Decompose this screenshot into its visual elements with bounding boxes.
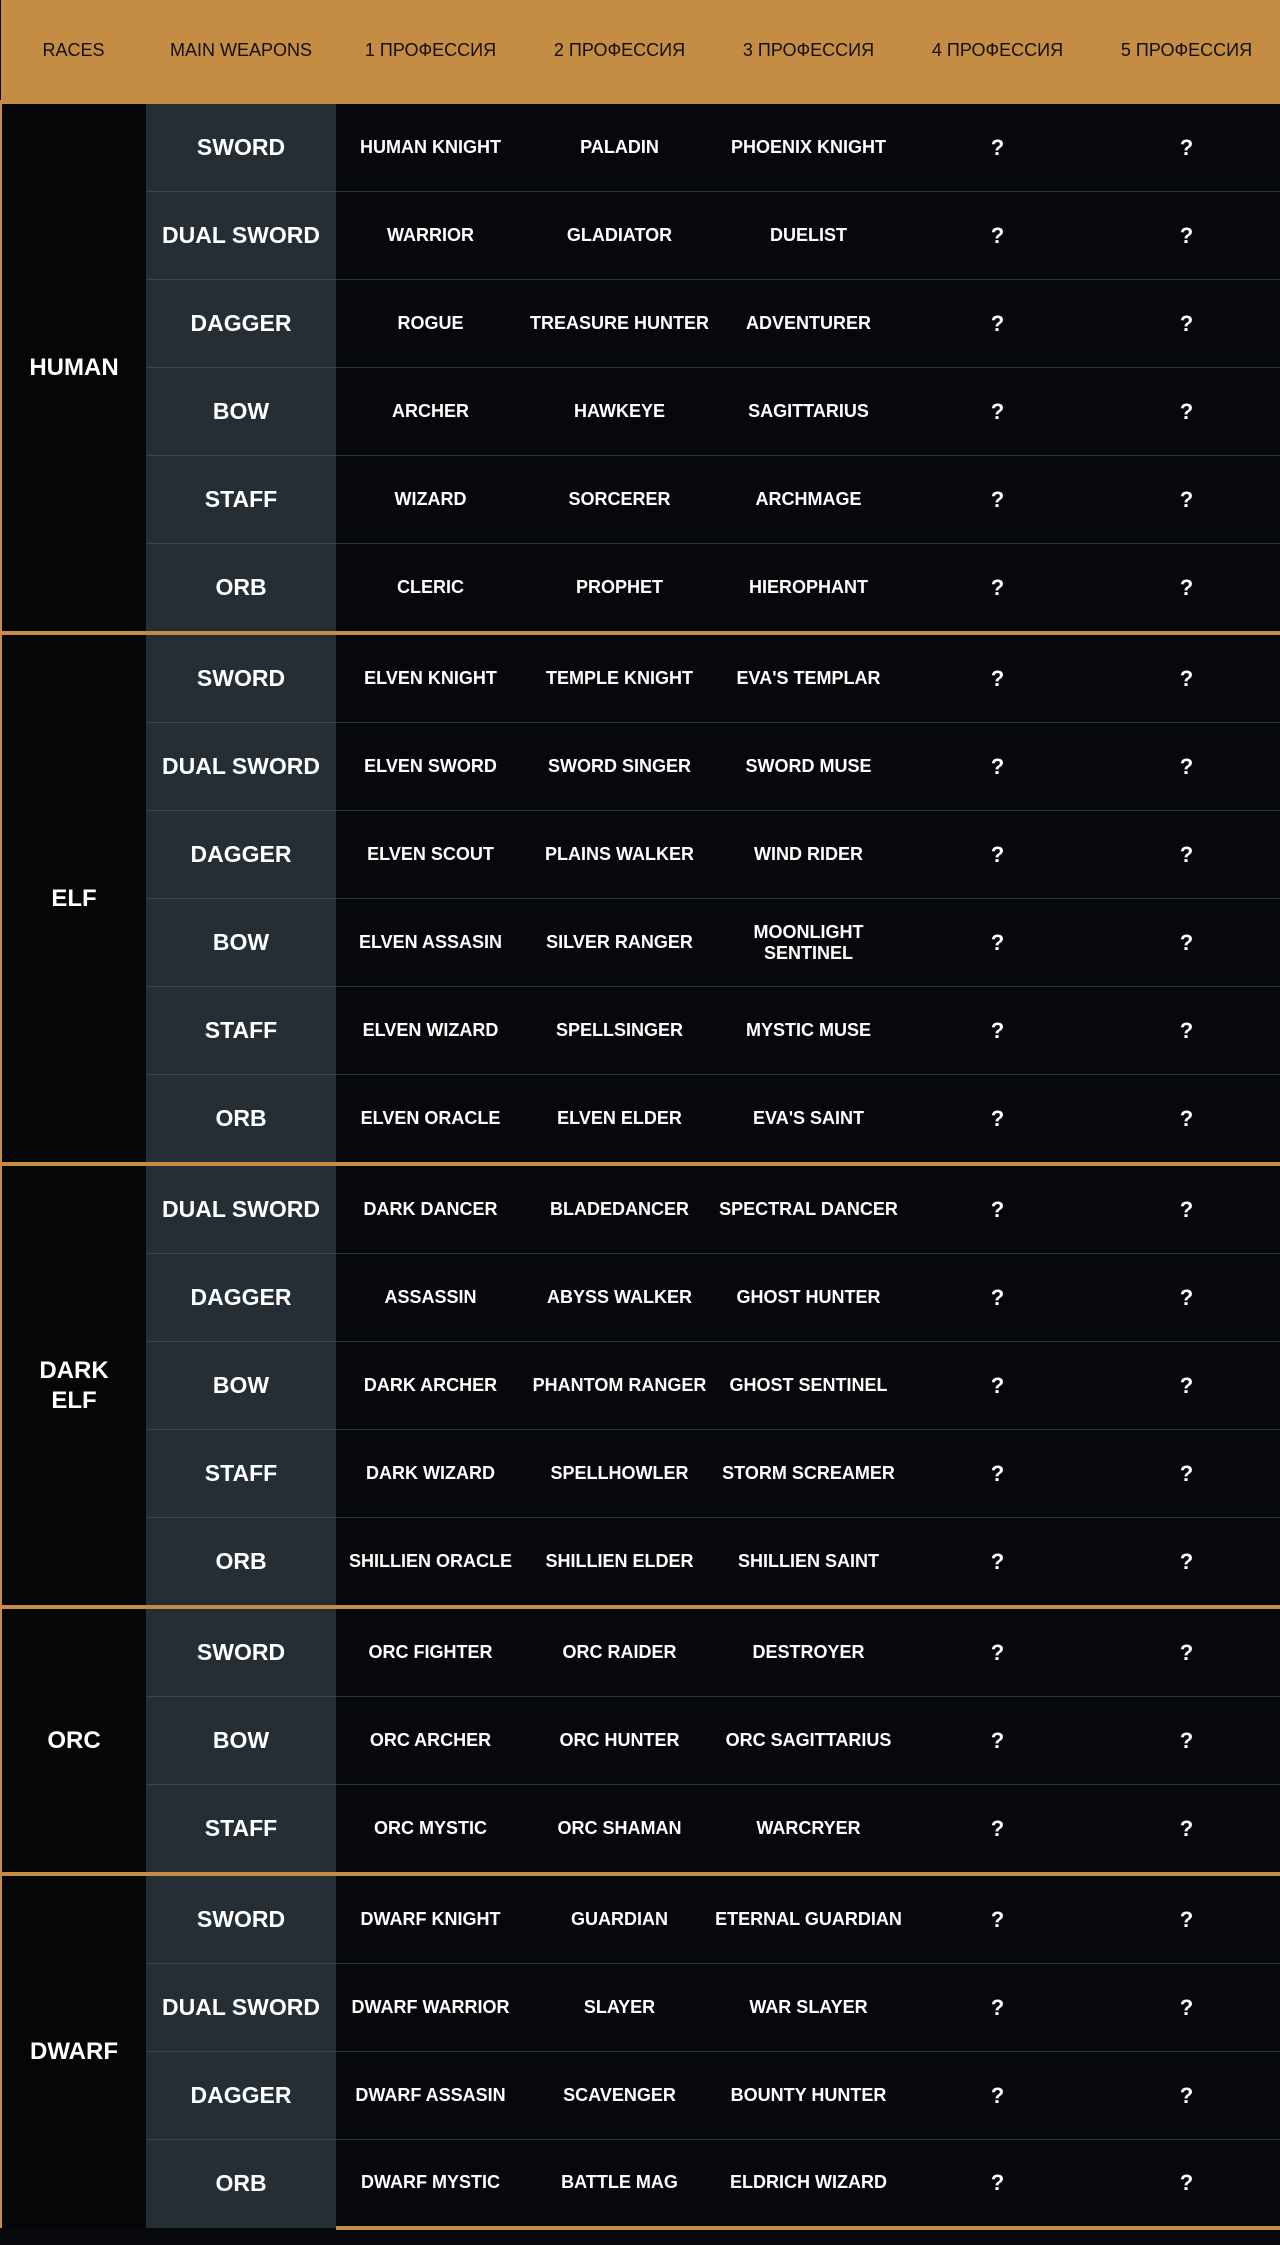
profession-2-cell: BATTLE MAG [525, 2140, 714, 2228]
profession-2-cell: SPELLSINGER [525, 987, 714, 1075]
profession-2-cell: SLAYER [525, 1964, 714, 2052]
weapon-cell: DAGGER [146, 2052, 336, 2140]
profession-3-cell: WARCRYER [714, 1785, 903, 1875]
profession-3-cell: STORM SCREAMER [714, 1430, 903, 1518]
profession-2-cell: PHANTOM RANGER [525, 1342, 714, 1430]
profession-5-cell: ? [1092, 544, 1280, 634]
table-row [1, 1518, 1280, 1608]
header-row [1, 0, 1280, 102]
profession-3-cell: ORC SAGITTARIUS [714, 1697, 903, 1785]
table-body [1, 102, 1280, 2228]
profession-5-cell: ? [1092, 192, 1280, 280]
profession-5-cell: ? [1092, 1075, 1280, 1165]
profession-4-cell: ? [903, 1164, 1092, 1254]
profession-2-cell: TEMPLE KNIGHT [525, 633, 714, 723]
profession-3-cell: WIND RIDER [714, 811, 903, 899]
profession-1-cell: ELVEN ORACLE [336, 1075, 525, 1165]
profession-3-cell: MOONLIGHT SENTINEL [714, 899, 903, 987]
profession-2-cell: BLADEDANCER [525, 1164, 714, 1254]
profession-4-cell: ? [903, 1697, 1092, 1785]
profession-1-cell: ORC MYSTIC [336, 1785, 525, 1875]
profession-3-cell: MYSTIC MUSE [714, 987, 903, 1075]
profession-3-cell: SWORD MUSE [714, 723, 903, 811]
profession-2-cell: HAWKEYE [525, 368, 714, 456]
weapon-cell: DUAL SWORD [146, 723, 336, 811]
table-header [1, 0, 1280, 102]
profession-2-cell: TREASURE HUNTER [525, 280, 714, 368]
profession-1-cell: WIZARD [336, 456, 525, 544]
profession-2-cell: SPELLHOWLER [525, 1430, 714, 1518]
table-row [1, 1964, 1280, 2052]
race-cell: HUMAN [1, 102, 146, 633]
weapon-cell: BOW [146, 1697, 336, 1785]
header-profession-5: 5 ПРОФЕССИЯ [1092, 0, 1280, 102]
profession-4-cell: ? [903, 1785, 1092, 1875]
profession-1-cell: DWARF WARRIOR [336, 1964, 525, 2052]
profession-3-cell: PHOENIX KNIGHT [714, 102, 903, 192]
profession-4-cell: ? [903, 1075, 1092, 1165]
table-row [1, 899, 1280, 987]
profession-4-cell: ? [903, 1518, 1092, 1608]
profession-5-cell: ? [1092, 633, 1280, 723]
table-row [1, 102, 1280, 192]
profession-4-cell: ? [903, 456, 1092, 544]
profession-4-cell: ? [903, 544, 1092, 634]
profession-2-cell: ABYSS WALKER [525, 1254, 714, 1342]
profession-1-cell: DARK ARCHER [336, 1342, 525, 1430]
header-profession-2: 2 ПРОФЕССИЯ [525, 0, 714, 102]
table-row [1, 987, 1280, 1075]
table-row [1, 2140, 1280, 2228]
profession-1-cell: ELVEN ASSASIN [336, 899, 525, 987]
weapon-cell: ORB [146, 1075, 336, 1165]
table-row [1, 456, 1280, 544]
profession-5-cell: ? [1092, 280, 1280, 368]
profession-2-cell: PALADIN [525, 102, 714, 192]
profession-2-cell: ORC RAIDER [525, 1607, 714, 1697]
profession-2-cell: ELVEN ELDER [525, 1075, 714, 1165]
table-row [1, 1607, 1280, 1697]
weapon-cell: BOW [146, 899, 336, 987]
profession-2-cell: ORC HUNTER [525, 1697, 714, 1785]
table-row [1, 1254, 1280, 1342]
profession-4-cell: ? [903, 102, 1092, 192]
profession-1-cell: ROGUE [336, 280, 525, 368]
profession-4-cell: ? [903, 1964, 1092, 2052]
profession-4-cell: ? [903, 192, 1092, 280]
race-cell: DARK ELF [1, 1164, 146, 1607]
profession-4-cell: ? [903, 1430, 1092, 1518]
weapon-cell: STAFF [146, 1430, 336, 1518]
profession-5-cell: ? [1092, 1785, 1280, 1875]
profession-5-cell: ? [1092, 1518, 1280, 1608]
header-profession-3: 3 ПРОФЕССИЯ [714, 0, 903, 102]
profession-4-cell: ? [903, 633, 1092, 723]
profession-4-cell: ? [903, 1254, 1092, 1342]
profession-5-cell: ? [1092, 1254, 1280, 1342]
profession-1-cell: DWARF KNIGHT [336, 1874, 525, 1964]
profession-1-cell: ELVEN KNIGHT [336, 633, 525, 723]
profession-5-cell: ? [1092, 811, 1280, 899]
weapon-cell: STAFF [146, 1785, 336, 1875]
profession-2-cell: SILVER RANGER [525, 899, 714, 987]
profession-2-cell: SORCERER [525, 456, 714, 544]
profession-2-cell: GUARDIAN [525, 1874, 714, 1964]
profession-2-cell: SHILLIEN ELDER [525, 1518, 714, 1608]
profession-4-cell: ? [903, 368, 1092, 456]
weapon-cell: ORB [146, 544, 336, 634]
profession-4-cell: ? [903, 1874, 1092, 1964]
profession-2-cell: PLAINS WALKER [525, 811, 714, 899]
table-row [1, 544, 1280, 634]
profession-1-cell: ELVEN WIZARD [336, 987, 525, 1075]
table-row [1, 368, 1280, 456]
profession-1-cell: ELVEN SWORD [336, 723, 525, 811]
table-row [1, 2052, 1280, 2140]
table-row [1, 633, 1280, 723]
weapon-cell: SWORD [146, 633, 336, 723]
profession-3-cell: HIEROPHANT [714, 544, 903, 634]
profession-5-cell: ? [1092, 1342, 1280, 1430]
profession-1-cell: DARK DANCER [336, 1164, 525, 1254]
profession-5-cell: ? [1092, 899, 1280, 987]
profession-5-cell: ? [1092, 368, 1280, 456]
profession-5-cell: ? [1092, 456, 1280, 544]
profession-5-cell: ? [1092, 1964, 1280, 2052]
race-cell: ELF [1, 633, 146, 1164]
table-row [1, 1874, 1280, 1964]
profession-3-cell: DESTROYER [714, 1607, 903, 1697]
weapon-cell: SWORD [146, 102, 336, 192]
weapon-cell: DUAL SWORD [146, 1964, 336, 2052]
profession-5-cell: ? [1092, 2140, 1280, 2228]
profession-3-cell: ADVENTURER [714, 280, 903, 368]
table-row [1, 1075, 1280, 1165]
profession-2-cell: SCAVENGER [525, 2052, 714, 2140]
profession-3-cell: GHOST HUNTER [714, 1254, 903, 1342]
profession-1-cell: DWARF MYSTIC [336, 2140, 525, 2228]
profession-4-cell: ? [903, 2052, 1092, 2140]
profession-1-cell: DWARF ASSASIN [336, 2052, 525, 2140]
table-row [1, 811, 1280, 899]
profession-5-cell: ? [1092, 102, 1280, 192]
weapon-cell: STAFF [146, 987, 336, 1075]
profession-5-cell: ? [1092, 2052, 1280, 2140]
table-row [1, 1785, 1280, 1875]
profession-5-cell: ? [1092, 1430, 1280, 1518]
profession-3-cell: SAGITTARIUS [714, 368, 903, 456]
profession-3-cell: ETERNAL GUARDIAN [714, 1874, 903, 1964]
race-cell: DWARF [1, 1874, 146, 2228]
weapon-cell: DAGGER [146, 1254, 336, 1342]
profession-1-cell: HUMAN KNIGHT [336, 102, 525, 192]
profession-1-cell: ELVEN SCOUT [336, 811, 525, 899]
profession-5-cell: ? [1092, 987, 1280, 1075]
profession-3-cell: BOUNTY HUNTER [714, 2052, 903, 2140]
profession-3-cell: EVA'S SAINT [714, 1075, 903, 1165]
profession-2-cell: PROPHET [525, 544, 714, 634]
weapon-cell: DUAL SWORD [146, 1164, 336, 1254]
table-row [1, 280, 1280, 368]
profession-4-cell: ? [903, 2140, 1092, 2228]
profession-4-cell: ? [903, 1342, 1092, 1430]
profession-4-cell: ? [903, 899, 1092, 987]
profession-3-cell: SPECTRAL DANCER [714, 1164, 903, 1254]
profession-3-cell: WAR SLAYER [714, 1964, 903, 2052]
table-row [1, 1430, 1280, 1518]
profession-1-cell: SHILLIEN ORACLE [336, 1518, 525, 1608]
race-cell: ORC [1, 1607, 146, 1874]
profession-1-cell: DARK WIZARD [336, 1430, 525, 1518]
profession-4-cell: ? [903, 1607, 1092, 1697]
weapon-cell: ORB [146, 2140, 336, 2228]
table-row [1, 1164, 1280, 1254]
profession-1-cell: ARCHER [336, 368, 525, 456]
weapon-cell: ORB [146, 1518, 336, 1608]
weapon-cell: BOW [146, 368, 336, 456]
profession-3-cell: EVA'S TEMPLAR [714, 633, 903, 723]
profession-4-cell: ? [903, 811, 1092, 899]
header-profession-4: 4 ПРОФЕССИЯ [903, 0, 1092, 102]
weapon-cell: BOW [146, 1342, 336, 1430]
weapon-cell: STAFF [146, 456, 336, 544]
header-main-weapons: MAIN WEAPONS [146, 0, 336, 102]
profession-1-cell: ORC FIGHTER [336, 1607, 525, 1697]
profession-1-cell: ASSASSIN [336, 1254, 525, 1342]
profession-3-cell: ELDRICH WIZARD [714, 2140, 903, 2228]
header-races: RACES [1, 0, 146, 102]
profession-1-cell: ORC ARCHER [336, 1697, 525, 1785]
profession-3-cell: GHOST SENTINEL [714, 1342, 903, 1430]
profession-2-cell: SWORD SINGER [525, 723, 714, 811]
table-row [1, 723, 1280, 811]
profession-4-cell: ? [903, 280, 1092, 368]
profession-2-cell: GLADIATOR [525, 192, 714, 280]
header-profession-1: 1 ПРОФЕССИЯ [336, 0, 525, 102]
table-row [1, 1697, 1280, 1785]
weapon-cell: SWORD [146, 1607, 336, 1697]
profession-4-cell: ? [903, 723, 1092, 811]
profession-5-cell: ? [1092, 723, 1280, 811]
profession-2-cell: ORC SHAMAN [525, 1785, 714, 1875]
profession-3-cell: SHILLIEN SAINT [714, 1518, 903, 1608]
profession-4-cell: ? [903, 987, 1092, 1075]
profession-1-cell: CLERIC [336, 544, 525, 634]
profession-1-cell: WARRIOR [336, 192, 525, 280]
table-row [1, 192, 1280, 280]
profession-5-cell: ? [1092, 1874, 1280, 1964]
weapon-cell: DUAL SWORD [146, 192, 336, 280]
weapon-cell: SWORD [146, 1874, 336, 1964]
profession-3-cell: ARCHMAGE [714, 456, 903, 544]
profession-3-cell: DUELIST [714, 192, 903, 280]
weapon-cell: DAGGER [146, 280, 336, 368]
profession-5-cell: ? [1092, 1164, 1280, 1254]
table-row [1, 1342, 1280, 1430]
profession-5-cell: ? [1092, 1697, 1280, 1785]
weapon-cell: DAGGER [146, 811, 336, 899]
profession-5-cell: ? [1092, 1607, 1280, 1697]
